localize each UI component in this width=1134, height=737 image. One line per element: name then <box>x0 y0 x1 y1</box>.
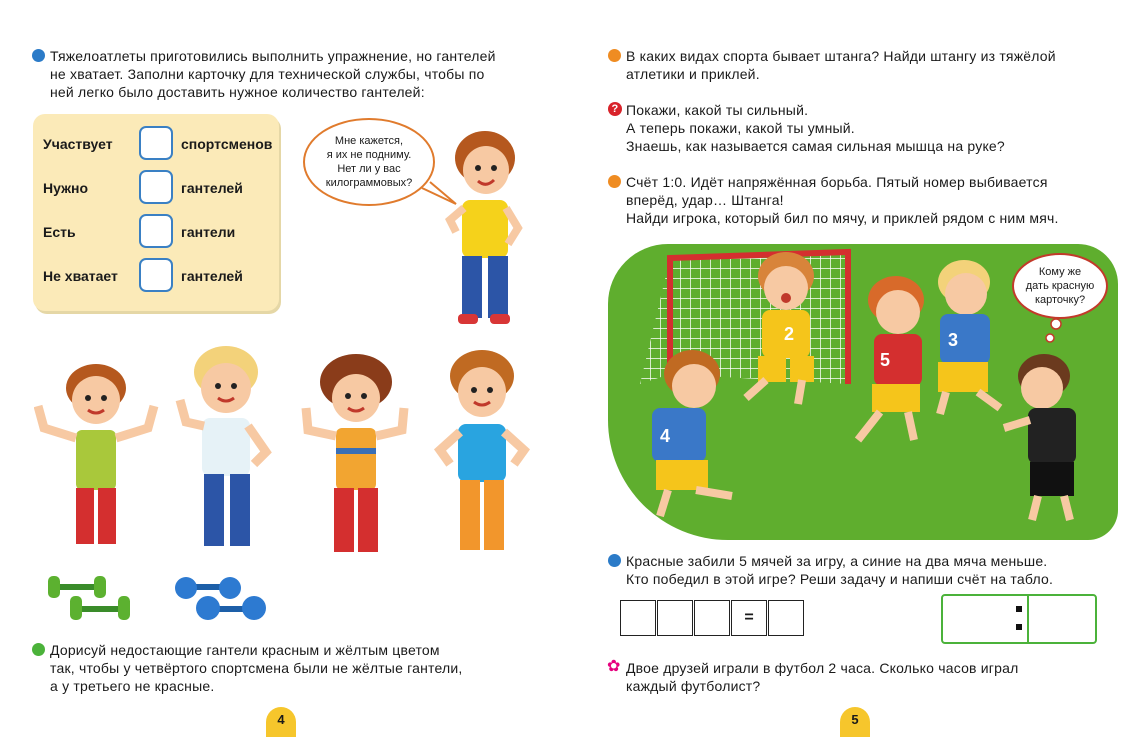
task-line: Знаешь, как называется самая сильная мышца на руке? <box>626 138 1005 154</box>
equation-cell[interactable] <box>694 600 730 636</box>
thought-bubble-text: Кому же дать красную карточку? <box>1025 266 1095 306</box>
blue-player-4 <box>646 346 746 526</box>
thinking-boy-illustration <box>440 128 530 334</box>
equation-cell[interactable] <box>620 600 656 636</box>
scoreboard-colon-icon <box>1015 604 1023 634</box>
player-number: 3 <box>948 330 959 350</box>
athlete-4-illustration <box>432 346 538 562</box>
task-line: Красные забили 5 мячей за игру, а синие на два мяча меньше. <box>626 553 1048 569</box>
task-line: Тяжелоатлеты приготовились выполнить упражнение, но гантелей <box>50 48 496 64</box>
orange-bullet-icon <box>608 175 621 188</box>
answer-box[interactable] <box>139 170 173 204</box>
page-number: 5 <box>840 707 870 737</box>
strength-question-task <box>611 101 1106 155</box>
scoreboard-divider <box>1027 596 1029 642</box>
answer-box[interactable] <box>139 214 173 248</box>
friends-football-task <box>607 658 1106 695</box>
equation-cell[interactable] <box>657 600 693 636</box>
blue-dumbbells-icon <box>174 574 270 624</box>
task-line: каждый футболист? <box>626 678 761 694</box>
athlete-3-illustration <box>298 352 414 562</box>
player-number: 4 <box>660 426 671 446</box>
answer-box[interactable] <box>139 258 173 292</box>
task-line: В каких видах спорта бывает штанга? Найди штангу из тяжёлой <box>626 48 1056 64</box>
task-line: Найди игрока, который бил по мячу, и приклей рядом с ним мяч. <box>626 210 1059 226</box>
card-row-unit: гантели <box>181 224 236 240</box>
page-number: 4 <box>266 707 296 737</box>
task-line: Дорисуй недостающие гантели красным и жёлтым цветом <box>50 642 440 658</box>
card-row <box>43 124 279 164</box>
goalkeeper-player-2 <box>732 250 832 410</box>
score-task <box>626 552 1106 588</box>
task-line: вперёд, удар… Штанга! <box>626 192 784 208</box>
question-icon: ? <box>608 102 622 116</box>
speech-bubble-text: Мне кажется, я их не подниму. Нет ли у вас килограммовых? <box>325 135 413 189</box>
card-row-label: Участвует <box>43 136 113 152</box>
speech-bubble <box>303 118 435 206</box>
orange-bullet-icon <box>608 49 621 62</box>
barbell-task <box>626 47 1106 83</box>
task-line: Кто победил в этой игре? Реши задачу и напиши счёт на табло. <box>626 571 1054 587</box>
task-line: А теперь покажи, какой ты умный. <box>626 120 855 136</box>
equation-equals-cell: = <box>731 600 767 636</box>
thought-bubble <box>1012 253 1108 319</box>
equation-cell[interactable] <box>768 600 804 636</box>
task-line: Счёт 1:0. Идёт напряжённая борьба. Пятый номер выбивается <box>626 174 1048 190</box>
dumbbell-card-task <box>50 47 530 101</box>
card-row <box>43 168 279 208</box>
referee-illustration <box>998 350 1098 528</box>
blue-bullet-icon <box>608 554 621 567</box>
card-row-unit: гантелей <box>181 268 243 284</box>
green-dumbbells-icon <box>44 574 138 624</box>
green-bullet-icon <box>32 643 45 656</box>
task-line: так, чтобы у четвёртого спортсмена были не жёлтые гантели, <box>50 660 463 676</box>
scoreboard <box>941 594 1097 644</box>
flower-icon: ✿ <box>607 658 621 675</box>
card-row-label: Нужно <box>43 180 89 196</box>
scoreboard-left-field[interactable] <box>943 596 1019 642</box>
task-line: Двое друзей играли в футбол 2 часа. Сколько часов играл <box>626 660 1019 676</box>
task-line: Покажи, какой ты сильный. <box>626 102 809 118</box>
card-row-label: Есть <box>43 224 76 240</box>
athlete-1-illustration <box>34 358 160 556</box>
task-line: ней легко было доставить нужное количество гантелей: <box>50 84 425 100</box>
card-row-unit: спортсменов <box>181 136 273 152</box>
task-line: а у третьего не красные. <box>50 678 215 694</box>
athlete-2-illustration <box>174 342 280 558</box>
football-scene-task <box>626 173 1106 227</box>
scoreboard-right-field[interactable] <box>1031 596 1107 642</box>
card-row-unit: гантелей <box>181 180 243 196</box>
technical-service-card <box>33 114 279 311</box>
player-number: 5 <box>880 350 891 370</box>
player-number: 2 <box>784 324 795 344</box>
thought-bubble-dots <box>1040 318 1070 346</box>
card-row <box>43 212 279 252</box>
answer-box[interactable] <box>139 126 173 160</box>
draw-dumbbells-task <box>50 641 530 695</box>
task-line: атлетики и приклей. <box>626 66 760 82</box>
card-row <box>43 256 279 296</box>
card-row-label: Не хватает <box>43 268 118 284</box>
blue-bullet-icon <box>32 49 45 62</box>
task-line: не хватает. Заполни карточку для технической службы, чтобы по <box>50 66 485 82</box>
